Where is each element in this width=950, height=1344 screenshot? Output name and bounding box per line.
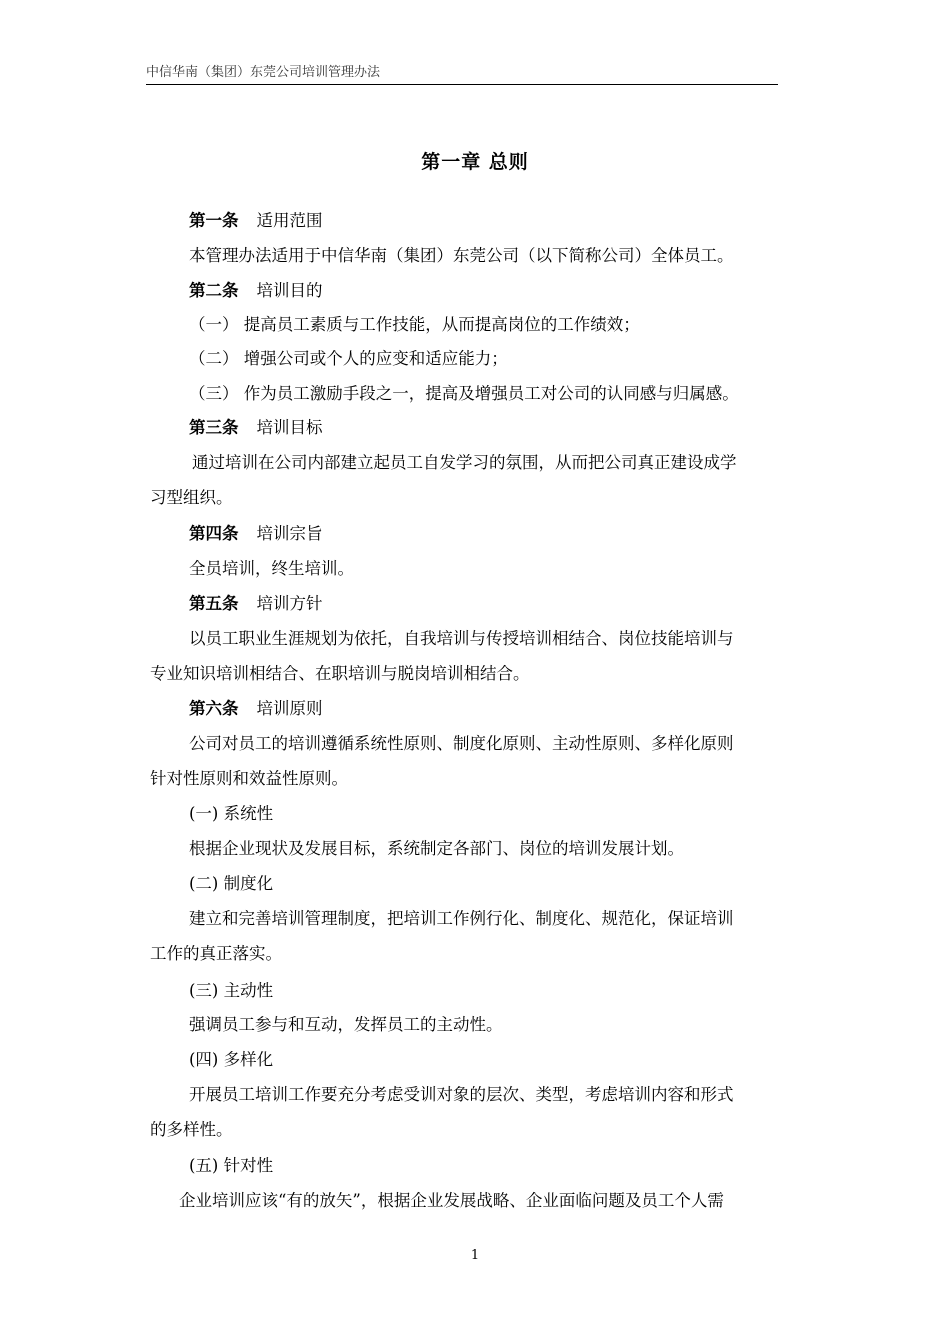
list-item: （三） 作为员工激励手段之一，提高及增强员工对公司的认同感与归属感。 (189, 384, 739, 403)
article-title: 培训方针 (256, 594, 323, 613)
article-label: 第三条 (189, 418, 239, 437)
paragraph-line: 习型组织。 (150, 488, 233, 507)
article-heading (189, 523, 323, 545)
article-title: 培训原则 (256, 699, 323, 718)
paragraph-line: 专业知识培训相结合、在职培训与脱岗培训相结合。 (150, 664, 530, 683)
article-title: 培训目标 (256, 418, 323, 437)
paragraph-line: 强调员工参与和互动，发挥员工的主动性。 (189, 1015, 503, 1034)
principle-heading: (四) 多样化 (189, 1050, 274, 1069)
principle-heading: (二) 制度化 (189, 874, 274, 893)
list-item: （二） 增强公司或个人的应变和适应能力； (189, 349, 508, 368)
article-label: 第一条 (189, 211, 239, 230)
article-label: 第四条 (189, 524, 239, 543)
paragraph-line: 以员工职业生涯规划为依托，自我培训与传授培训相结合、岗位技能培训与 (189, 629, 734, 648)
paragraph-line: 企业培训应该“有的放矢”，根据企业发展战略、企业面临问题及员工个人需 (179, 1191, 724, 1210)
article-label: 第五条 (189, 594, 239, 613)
article-title: 适用范围 (256, 211, 323, 230)
article-heading (189, 698, 323, 720)
principle-heading: (五) 针对性 (189, 1156, 274, 1175)
list-item: （一） 提高员工素质与工作技能，从而提高岗位的工作绩效； (189, 315, 640, 334)
article-heading (189, 280, 323, 302)
principle-heading: (一) 系统性 (189, 804, 274, 823)
page-header: 中信华南（集团）东莞公司培训管理办法 (146, 66, 778, 85)
paragraph-line: 通过培训在公司内部建立起员工自发学习的氛围，从而把公司真正建设成学 (192, 453, 737, 472)
chapter-title: 第一章 总则 (421, 151, 529, 173)
paragraph-line: 根据企业现状及发展目标，系统制定各部门、岗位的培训发展计划。 (189, 839, 684, 858)
article-label: 第六条 (189, 699, 239, 718)
paragraph-line: 公司对员工的培训遵循系统性原则、制度化原则、主动性原则、多样化原则 (189, 734, 734, 753)
principle-heading: (三) 主动性 (189, 981, 274, 1000)
paragraph-line: 针对性原则和效益性原则。 (150, 769, 348, 788)
article-heading (189, 417, 323, 439)
page-number: 1 (470, 1248, 480, 1263)
paragraph-line: 本管理办法适用于中信华南（集团）东莞公司（以下简称公司）全体员工。 (189, 246, 734, 265)
paragraph-line: 的多样性。 (150, 1120, 233, 1139)
paragraph-line: 工作的真正落实。 (150, 944, 282, 963)
article-title: 培训目的 (256, 281, 323, 300)
article-heading (189, 593, 323, 615)
paragraph-line: 建立和完善培训管理制度，把培训工作例行化、制度化、规范化，保证培训 (189, 909, 734, 928)
article-heading (189, 210, 323, 232)
article-title: 培训宗旨 (256, 524, 323, 543)
paragraph-line: 全员培训，终生培训。 (189, 559, 354, 578)
paragraph-line: 开展员工培训工作要充分考虑受训对象的层次、类型，考虑培训内容和形式 (189, 1085, 734, 1104)
article-label: 第二条 (189, 281, 239, 300)
